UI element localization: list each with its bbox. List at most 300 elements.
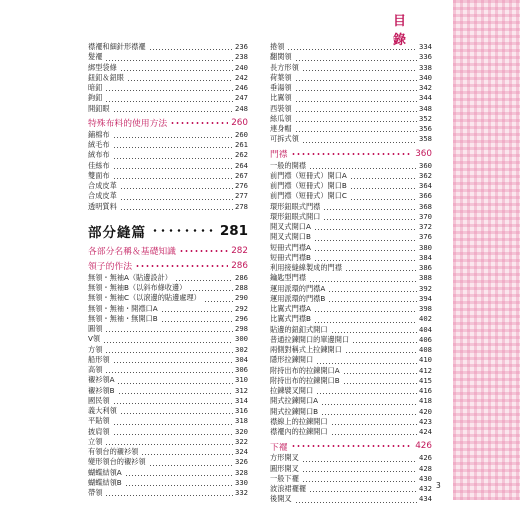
entry-page: 340 — [419, 72, 432, 82]
entry-page: 326 — [235, 457, 248, 467]
toc-entry[interactable] — [88, 283, 248, 293]
dot-leader — [302, 461, 417, 462]
section-page: 286 — [231, 260, 248, 271]
entry-page: 320 — [235, 426, 248, 436]
toc-entry[interactable] — [270, 134, 432, 144]
toc-entry[interactable] — [88, 314, 248, 324]
entry-page: 372 — [419, 222, 432, 231]
dot-leader — [117, 383, 233, 384]
entry-page: 362 — [419, 170, 432, 180]
entry-page: 316 — [235, 406, 248, 415]
entry-page: 360 — [419, 160, 432, 170]
dot-leader — [120, 209, 233, 210]
entry-label: 方形開叉 — [270, 453, 299, 463]
toc-entry[interactable] — [88, 42, 248, 52]
dot-leader — [189, 290, 233, 291]
entry-label: 環形鈕眼式開口 — [270, 211, 321, 221]
toc-entry[interactable] — [270, 243, 432, 253]
entry-label: 一般的開襟 — [270, 160, 306, 170]
toc-entry[interactable] — [88, 478, 248, 488]
entry-label: 襯衫領B — [88, 385, 115, 395]
toc-entry[interactable] — [270, 484, 432, 494]
entry-page: 324 — [235, 447, 248, 456]
toc-group-collars — [88, 273, 248, 499]
dot-leader — [170, 122, 228, 124]
dot-leader — [345, 270, 417, 271]
toc-section-collars[interactable] — [88, 260, 248, 272]
section-title: 門襟 — [270, 150, 288, 160]
dot-leader — [314, 260, 417, 261]
dot-leader — [309, 168, 417, 169]
entry-label: 平貼領 — [88, 416, 110, 426]
dot-leader — [105, 495, 233, 496]
dot-leader — [295, 101, 417, 102]
dot-leader — [113, 111, 233, 112]
dot-leader — [105, 331, 233, 332]
toc-entry[interactable] — [270, 212, 432, 222]
dot-leader — [295, 90, 417, 91]
entry-page: 404 — [419, 324, 432, 334]
toc-entry[interactable] — [270, 464, 432, 474]
toc-group-right-top — [270, 42, 432, 145]
entry-page: 338 — [419, 62, 432, 72]
entry-page: 402 — [419, 314, 432, 324]
dot-leader — [302, 70, 417, 71]
toc-entry[interactable] — [88, 375, 248, 385]
entry-label: 無領・無袖・無開口B — [88, 313, 158, 323]
entry-page: 300 — [235, 334, 248, 344]
dot-leader — [161, 311, 233, 312]
toc-entry[interactable] — [270, 273, 432, 283]
entry-label: 垂湯領 — [270, 83, 292, 92]
toc-entry[interactable] — [88, 345, 248, 355]
entry-label: 透明質料 — [88, 201, 117, 211]
entry-page: 267 — [235, 170, 248, 180]
entry-page: 286 — [235, 272, 248, 282]
toc-entry[interactable] — [270, 366, 432, 376]
entry-label: 運用派環的門襟B — [270, 293, 326, 303]
toc-entry[interactable] — [88, 83, 248, 93]
dot-leader — [321, 404, 417, 405]
section-title: 各部分名稱＆基礎知識 — [88, 247, 176, 258]
entry-label: 後開叉 — [270, 494, 292, 504]
toc-entry[interactable] — [270, 335, 432, 345]
toc-entry[interactable] — [270, 104, 432, 114]
toc-entry[interactable] — [88, 93, 248, 103]
entry-label: 附持出布的拉鍊開口B — [270, 375, 340, 385]
toc-entry[interactable] — [270, 417, 432, 427]
dot-leader — [105, 90, 233, 91]
dot-leader — [103, 342, 233, 343]
toc-entry[interactable] — [88, 488, 248, 498]
dot-leader — [120, 70, 233, 71]
dot-leader — [105, 372, 233, 373]
entry-label: 船形領 — [88, 354, 110, 364]
entry-page: 260 — [235, 129, 248, 139]
toc-entry[interactable] — [270, 63, 432, 73]
toc-entry[interactable] — [88, 202, 248, 212]
toc-entry[interactable] — [88, 181, 248, 191]
toc-entry[interactable] — [270, 83, 432, 93]
entry-page: 322 — [235, 436, 248, 446]
dot-leader — [314, 250, 417, 251]
entry-page: 384 — [419, 252, 432, 262]
toc-entry[interactable] — [270, 427, 432, 437]
entry-page: 418 — [419, 396, 432, 406]
toc-entry[interactable] — [270, 191, 432, 201]
entry-page: 290 — [235, 293, 248, 303]
entry-page: 334 — [419, 42, 432, 51]
toc-entry[interactable] — [270, 263, 432, 273]
entry-page: 306 — [235, 365, 248, 374]
dot-leader — [350, 199, 417, 200]
toc-entry[interactable] — [270, 376, 432, 386]
toc-entry[interactable] — [270, 396, 432, 406]
toc-entry[interactable] — [270, 345, 432, 355]
entry-label: 高領 — [88, 365, 103, 374]
entry-label: 變形領台的襯衫領 — [88, 457, 146, 467]
toc-group-left-top — [88, 42, 248, 114]
entry-page: 276 — [235, 181, 248, 190]
entry-label: 襟襬和細針形襟襬 — [88, 42, 146, 51]
toc-entry[interactable] — [88, 171, 248, 181]
entry-label: 短冊式門襟B — [270, 252, 311, 262]
entry-label: 開叉式開口B — [270, 232, 311, 242]
toc-entry[interactable] — [270, 73, 432, 83]
dot-leader — [120, 413, 233, 414]
section-page: 360 — [415, 148, 432, 159]
dot-leader — [295, 111, 417, 112]
entry-label: 附持出布的拉鍊開口A — [270, 365, 340, 375]
entry-page: 298 — [235, 324, 248, 333]
toc-entry[interactable] — [88, 365, 248, 375]
entry-page: 416 — [419, 386, 432, 395]
dot-leader — [179, 250, 228, 252]
dot-leader — [113, 434, 233, 435]
toc-section-hems[interactable] — [270, 440, 432, 452]
entry-label: 雙面布 — [88, 170, 110, 180]
dot-leader — [113, 137, 233, 138]
section-page: 260 — [231, 117, 248, 128]
entry-label: 暗釦 — [88, 83, 103, 92]
toc-entry[interactable] — [88, 396, 248, 406]
toc-entry[interactable] — [88, 457, 248, 467]
entry-page: 420 — [419, 406, 432, 416]
entry-page: 277 — [235, 191, 248, 201]
toc-entry[interactable] — [270, 407, 432, 417]
entry-page: 423 — [419, 416, 432, 426]
entry-page: 344 — [419, 93, 432, 103]
dot-leader — [113, 147, 233, 148]
entry-label: 披肩領 — [88, 426, 110, 436]
dot-leader — [113, 158, 233, 159]
toc-entry[interactable] — [270, 52, 432, 62]
toc-entry[interactable] — [270, 42, 432, 52]
dot-leader — [105, 101, 233, 102]
toc-entry[interactable] — [270, 171, 432, 181]
entry-label: 佳絲布 — [88, 160, 110, 170]
entry-label: 捲領 — [270, 42, 285, 51]
entry-label: 可拆式領 — [270, 134, 299, 144]
entry-label: 襟線上的拉鍊開口 — [270, 416, 328, 426]
dot-leader — [316, 393, 417, 394]
toc-entry[interactable] — [88, 386, 248, 396]
entry-label: 無領・無袖・開襟口A — [88, 303, 158, 313]
toc-entry[interactable] — [270, 93, 432, 103]
entry-label: 義大利領 — [88, 406, 117, 415]
toc-entry[interactable] — [88, 293, 248, 303]
dot-leader — [350, 188, 417, 189]
entry-page: 434 — [419, 494, 432, 504]
entry-page: 356 — [419, 124, 432, 133]
toc-entry[interactable] — [88, 140, 248, 150]
toc-entry[interactable] — [270, 284, 432, 294]
dot-leader — [175, 280, 233, 281]
toc-entry[interactable] — [270, 325, 432, 335]
entry-page: 240 — [235, 62, 248, 72]
entry-label: 比翼式門襟A — [270, 304, 311, 313]
dot-leader — [204, 301, 233, 302]
dot-leader — [316, 363, 417, 364]
toc-entry[interactable] — [88, 437, 248, 447]
dot-leader — [302, 481, 417, 482]
entry-label: 國民領 — [88, 395, 110, 405]
toc-entry[interactable] — [88, 191, 248, 201]
gingham-border — [453, 0, 520, 500]
entry-label: 波浪裙襬襬 — [270, 484, 306, 493]
toc-entry[interactable] — [270, 222, 432, 232]
dot-leader — [127, 80, 233, 81]
entry-page: 312 — [235, 385, 248, 395]
entry-label: 無領・無袖C（以滾邊的貼邊處理） — [88, 293, 201, 303]
entry-label: 立領 — [88, 436, 103, 446]
dot-leader — [295, 80, 417, 81]
dot-leader — [291, 445, 413, 447]
toc-entry[interactable] — [270, 124, 432, 134]
toc-entry[interactable] — [270, 294, 432, 304]
entry-page: 332 — [235, 488, 248, 497]
dot-leader — [331, 424, 418, 425]
entry-page: 386 — [419, 263, 432, 272]
toc-left-column — [88, 42, 248, 498]
entry-page: 432 — [419, 484, 432, 493]
dot-leader — [113, 178, 233, 179]
entry-page: 394 — [419, 293, 432, 303]
dot-leader — [309, 491, 417, 492]
entry-page: 376 — [419, 232, 432, 242]
entry-page: 292 — [235, 303, 248, 313]
toc-entry[interactable] — [270, 386, 432, 396]
dot-leader — [161, 321, 233, 322]
dot-leader — [302, 471, 417, 472]
toc-entry[interactable] — [88, 63, 248, 73]
entry-label: 合成皮革 — [88, 181, 117, 190]
dot-leader — [149, 465, 234, 466]
entry-page: 242 — [235, 72, 248, 82]
entry-page: 288 — [235, 283, 248, 292]
entry-page: 302 — [235, 344, 248, 354]
entry-label: 比翼領 — [270, 93, 292, 103]
toc-entry[interactable] — [88, 468, 248, 478]
entry-label: 帶領 — [88, 488, 103, 497]
section-title: 下襬 — [270, 442, 288, 453]
entry-page: 428 — [419, 463, 432, 473]
page-title: 目 錄 — [393, 14, 432, 48]
dot-leader — [105, 352, 233, 353]
toc-entry[interactable] — [88, 406, 248, 416]
dot-leader — [141, 454, 233, 455]
entry-label: 鑰匙型門襟 — [270, 273, 306, 283]
entry-label: 環形鈕眼式門襟 — [270, 201, 321, 211]
toc-entry[interactable] — [270, 232, 432, 242]
entry-page: 408 — [419, 345, 432, 354]
toc-entry[interactable] — [88, 334, 248, 344]
toc-entry[interactable] — [88, 427, 248, 437]
entry-label: 比翼式門襟B — [270, 314, 311, 324]
entry-page: 348 — [419, 103, 432, 113]
toc-entry[interactable] — [88, 150, 248, 160]
dot-leader — [135, 265, 228, 267]
dot-leader — [314, 229, 417, 230]
dot-leader — [343, 383, 417, 384]
entry-page: 278 — [235, 201, 248, 211]
dot-leader — [113, 424, 233, 425]
toc-entry[interactable] — [270, 202, 432, 212]
entry-label: 前門襟（短冊式）開口B — [270, 181, 347, 190]
entry-page: 412 — [419, 365, 432, 375]
toc-section-plackets[interactable] — [270, 148, 432, 160]
part-page: 281 — [219, 222, 248, 239]
entry-label: 前門襟（短冊式）開口C — [270, 191, 347, 201]
entry-label: 髮襬 — [88, 52, 103, 62]
entry-label: 前門襟（短冊式）開口A — [270, 170, 347, 180]
entry-page: 246 — [235, 83, 248, 92]
entry-page: 426 — [419, 453, 432, 463]
entry-page: 424 — [419, 427, 432, 436]
dot-leader — [309, 281, 417, 282]
dot-leader — [125, 475, 233, 476]
entry-page: 370 — [419, 211, 432, 221]
entry-page: 430 — [419, 473, 432, 483]
toc-entry[interactable] — [270, 253, 432, 263]
toc-entry[interactable] — [88, 355, 248, 365]
dot-leader — [113, 403, 233, 404]
entry-label: 開釦眼 — [88, 103, 110, 113]
dot-leader — [287, 49, 417, 50]
toc-part-heading[interactable] — [88, 220, 248, 242]
entry-label: 襟襬內的拉鍊開口 — [270, 427, 328, 436]
dot-leader — [314, 322, 417, 323]
entry-label: 無領・無袖A（貼邊設計） — [88, 272, 172, 282]
entry-label: 合成皮革 — [88, 191, 117, 201]
entry-page: 262 — [235, 150, 248, 160]
dot-leader — [321, 414, 417, 415]
entry-page: 398 — [419, 304, 432, 313]
entry-label: 荷葉領 — [270, 72, 292, 82]
entry-label: 開式拉鍊開口A — [270, 396, 319, 406]
entry-label: 絨布布 — [88, 150, 110, 160]
dot-leader — [105, 444, 233, 445]
dot-leader — [120, 199, 233, 200]
entry-page: 318 — [235, 416, 248, 426]
toc-entry[interactable] — [88, 416, 248, 426]
toc-section-special-fabrics[interactable] — [88, 117, 248, 129]
entry-label: 蝴蝶結領A — [88, 467, 122, 477]
dot-leader — [149, 49, 234, 50]
entry-label: 一般下襬 — [270, 473, 299, 483]
section-title: 領子的作法 — [88, 262, 132, 273]
toc-entry[interactable] — [88, 161, 248, 171]
entry-page: 264 — [235, 160, 248, 170]
entry-page: 261 — [235, 140, 248, 149]
toc-group-hems — [270, 453, 432, 504]
entry-page: 368 — [419, 201, 432, 211]
entry-label: 開叉式開口A — [270, 222, 311, 231]
entry-label: 長方形領 — [270, 62, 299, 72]
entry-page: 310 — [235, 375, 248, 385]
entry-page: 415 — [419, 375, 432, 385]
dot-leader — [291, 153, 413, 155]
entry-page: 358 — [419, 134, 432, 144]
dot-leader — [328, 301, 417, 302]
entry-page: 328 — [235, 467, 248, 477]
entry-label: 翻関領 — [270, 52, 292, 62]
entry-label: 絲瓜領 — [270, 113, 292, 123]
toc-entry[interactable] — [270, 314, 432, 324]
entry-label: 鉤釦 — [88, 93, 103, 103]
entry-page: 236 — [235, 42, 248, 51]
entry-label: V領 — [88, 334, 101, 344]
entry-label: 襯衫領A — [88, 375, 115, 385]
toc-entry[interactable] — [88, 273, 248, 283]
toc-entry[interactable] — [88, 104, 248, 114]
dot-leader — [105, 60, 233, 61]
toc-section-parts-basics[interactable] — [88, 245, 248, 257]
toc-entry[interactable] — [270, 453, 432, 463]
toc-entry[interactable] — [88, 52, 248, 62]
section-title: 特殊布料的使用方法 — [88, 119, 168, 130]
entry-label: 絨毛布 — [88, 140, 110, 149]
entry-label: 圓領 — [88, 324, 103, 333]
dot-leader — [345, 352, 417, 353]
dot-leader — [328, 291, 417, 292]
entry-page: 380 — [419, 242, 432, 252]
toc-group-special-fabrics — [88, 130, 248, 212]
dot-leader — [125, 485, 233, 486]
entry-label: 連身帽 — [270, 124, 292, 133]
toc-entry[interactable] — [88, 304, 248, 314]
toc-entry[interactable] — [88, 130, 248, 140]
toc-entry[interactable] — [270, 161, 432, 171]
entry-label: 綁型袋條 — [88, 62, 117, 72]
toc-entry[interactable] — [88, 324, 248, 334]
toc-entry[interactable] — [270, 304, 432, 314]
entry-label: 利用接縫線製成的門襟 — [270, 263, 342, 272]
toc-entry[interactable] — [270, 114, 432, 124]
dot-leader — [331, 332, 418, 333]
toc-entry[interactable] — [270, 474, 432, 484]
toc-entry[interactable] — [88, 447, 248, 457]
toc-group-plackets — [270, 161, 432, 438]
dot-leader — [302, 142, 417, 143]
entry-page: 314 — [235, 395, 248, 405]
toc-entry[interactable] — [270, 494, 432, 504]
dot-leader — [151, 229, 215, 232]
toc-entry[interactable] — [88, 73, 248, 83]
entry-label: 蝴蝶結領B — [88, 477, 122, 487]
toc-entry[interactable] — [270, 355, 432, 365]
toc-entry[interactable] — [270, 181, 432, 191]
